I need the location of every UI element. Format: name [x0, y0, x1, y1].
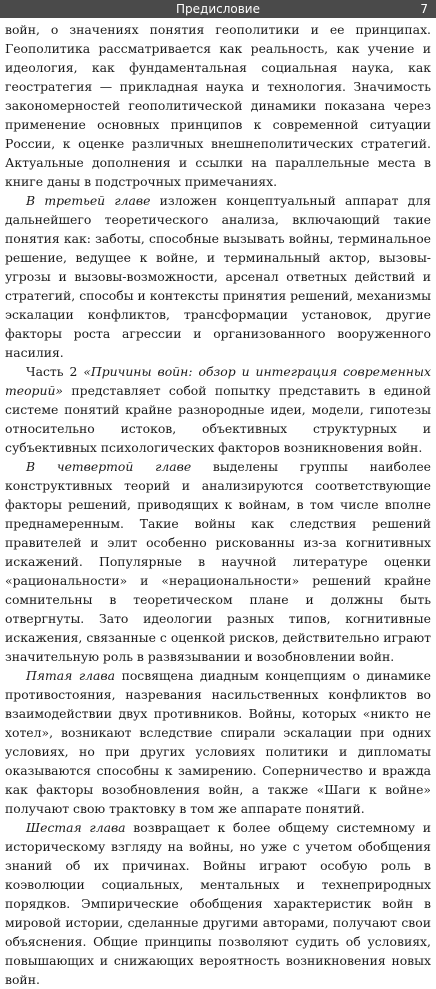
part-two-title: «Причины войн: обзор и интеграция современных теорий»: [5, 364, 432, 398]
chapter-four-reference: В четвертой главе: [26, 459, 192, 474]
part-two-label: Часть 2: [26, 364, 84, 379]
chapter-three-reference: В третьей главе: [26, 193, 151, 208]
page-header: [0, 0, 436, 18]
running-head-title: Предисловие: [176, 2, 260, 16]
chapter-five-reference: Пятая глава: [26, 668, 116, 683]
page-number: 7: [420, 2, 428, 16]
page-body: [5, 20, 431, 989]
paragraph-geopolitics: войн, о значениях понятия геополитики и ее принципах. Геополитика рассматривается как реальность, как учение и идеология, как фундаментальная социальная наука, как геостратегия — прикладная наука и технология. Значимость закономерностей геополитической динамики показана через применение основных принципов к современной ситуации России, к оценке различных внешнеполитических стратегий. Актуальные дополнения и ссылки на параллельные места в книге даны в подстрочных примечаниях.: [5, 22, 431, 189]
paragraph-part-two: Часть 2 «Причины войн: обзор и интеграция современных теорий» представляет собой попытку представить в единой системе понятий крайне разнородные идеи, модели, гипотезы относительно истоков, объективных структурных и субъективных психологических факторов возникновения войн.: [5, 364, 432, 455]
paragraph-chapter-six: Шестая глава возвращает к более общему системному и историческому взгляду на войны, но уже с учетом обобщения знаний об их причинах. Войны играют особую роль в коэволюции социальных, ментальных и технеприродных порядков. Эмпирические обобщения характеристик войн в мировой истории, сделанные другими авторами, получают свои объяснения. Общие принципы позволяют судить об условиях, повышающих и снижающих вероятность возникновения новых войн.: [5, 820, 432, 987]
paragraph-chapter-three: В третьей главе изложен концептуальный аппарат для дальнейшего теоретического анализа, включающий такие понятия как: заботы, способные вызывать войны, терминальное решение, ведущее к войне, и терминальный актор, вызовы-угрозы и вызовы-возможности, арсенал ответных действий и стратегий, способы и контексты принятия решений, механизмы эскалации конфликтов, трансформации установок, другие факторы роста агрессии и организованного вооруженного насилия.: [5, 193, 431, 360]
chapter-six-reference: Шестая глава: [26, 820, 126, 835]
paragraph-chapter-five: Пятая глава посвящена диадным концепциям о динамике противостояния, назревания насильственных конфликтов во взаимодействии двух противников. Войны, которых «никто не хотел», возникают вследствие спирали эскалации при одних условиях, но при других условиях политики и дипломаты оказываются способны к замирению. Соперничество и вражда как факторы возобновления войн, а также «Шаги к войне» получают свою трактовку в том же аппарате понятий.: [5, 668, 431, 816]
paragraph-chapter-four: В четвертой главе выделены группы наиболее конструктивных теорий и анализируются соответствующие факторы решений, приводящих к войнам, в том числе вполне преднамеренным. Такие войны как следствия решений правителей и элит особенно рискованны из-за когнитивных искажений. Популярные в научной литературе оценки «рациональности» и «нерациональности» решений крайне сомнительны в теоретическом плане и должны быть отвергнуты. Зато идеологии разных типов, когнитивные искажения, связанные с оценкой рисков, действительно играют значительную роль в развязывании и возобновлении войн.: [5, 459, 431, 664]
